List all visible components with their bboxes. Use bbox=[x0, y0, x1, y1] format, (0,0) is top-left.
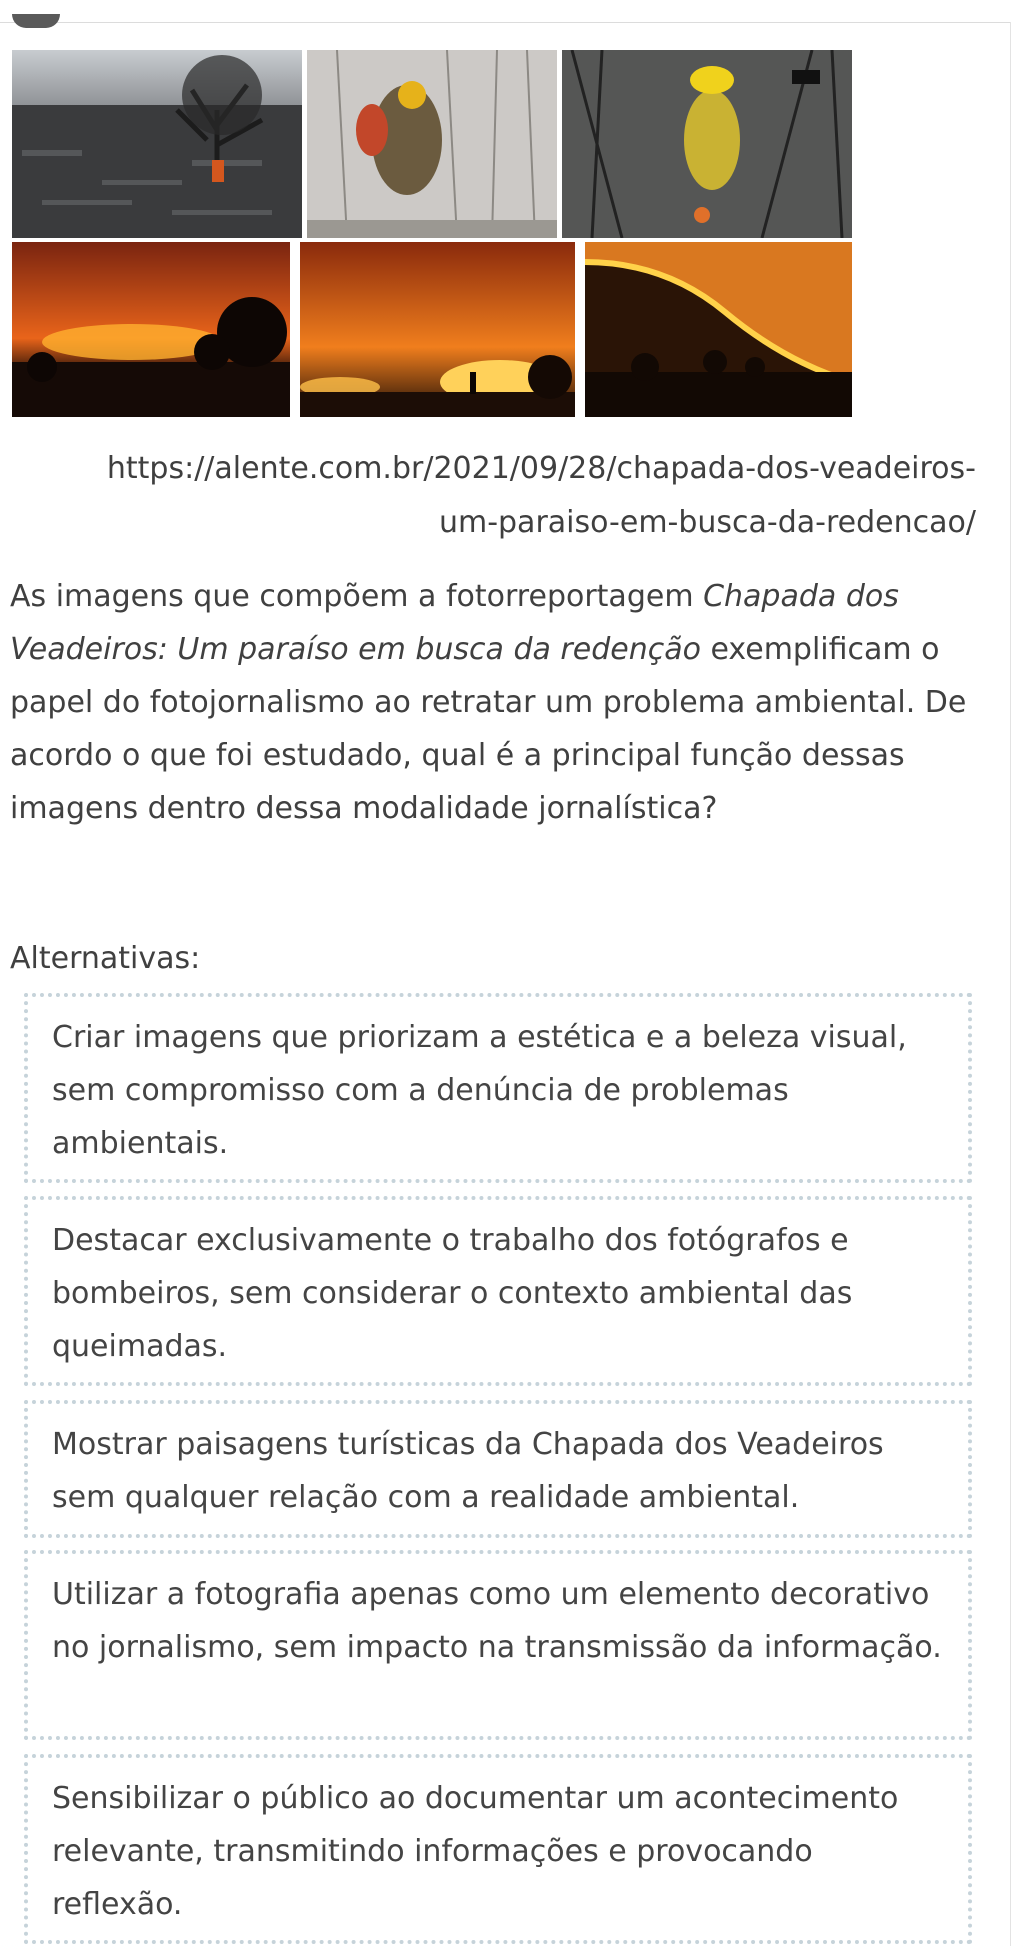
photo-burnt-field bbox=[12, 50, 302, 238]
photo-firefighter-smoke bbox=[307, 50, 557, 238]
photo-wildfire-hillside bbox=[585, 242, 852, 417]
alternative-option-4[interactable]: Utilizar a fotografia apenas como um elemento decorativo no jornalismo, sem impacto na transmissão da informação. bbox=[24, 1550, 972, 1740]
top-divider bbox=[0, 22, 1010, 23]
photo-wildfire-road bbox=[300, 242, 575, 417]
alternatives-heading: Alternativas: bbox=[10, 941, 201, 976]
right-divider bbox=[1010, 22, 1011, 1946]
photo-collage bbox=[12, 50, 852, 417]
source-url[interactable] bbox=[0, 442, 976, 550]
photo-wildfire-horizon bbox=[12, 242, 290, 417]
alternative-option-3[interactable]: Mostrar paisagens turísticas da Chapada dos Veadeiros sem qualquer relação com a realidade ambiental. bbox=[24, 1400, 972, 1538]
avatar-edge bbox=[12, 14, 60, 28]
alternative-option-5[interactable]: Sensibilizar o público ao documentar um acontecimento relevante, transmitindo informações e provocando reflexão. bbox=[24, 1754, 972, 1944]
question-body: exemplificam o papel do fotojornalismo ao retratar um problema ambiental. De acordo o que foi estudado, qual é a principal função dessas imagens dentro dessa modalidade jornalística? bbox=[10, 632, 967, 826]
photo-firefighter-hose bbox=[562, 50, 852, 238]
question-intro: As imagens que compõem a fotorreportagem bbox=[10, 579, 704, 614]
alternative-option-2[interactable]: Destacar exclusivamente o trabalho dos fotógrafos e bombeiros, sem considerar o contexto ambiental das queimadas. bbox=[24, 1196, 972, 1386]
question-text bbox=[10, 570, 990, 835]
report-title: Chapada dos Veadeiros: Um paraíso em busca da redenção bbox=[10, 579, 899, 667]
alternative-option-1[interactable]: Criar imagens que priorizam a estética e a beleza visual, sem compromisso com a denúncia de problemas ambientais. bbox=[24, 993, 972, 1183]
source-url-line-2: um-paraiso-em-busca-da-redencao/ bbox=[438, 505, 976, 540]
source-url-line-1: https://alente.com.br/2021/09/28/chapada-dos-veadeiros- bbox=[106, 451, 976, 486]
